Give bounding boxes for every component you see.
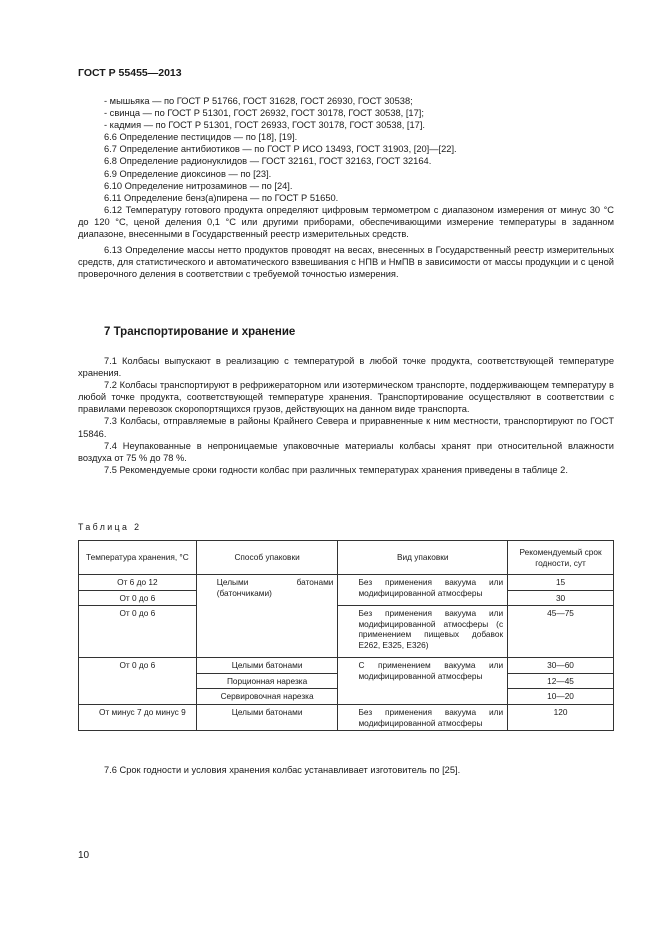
table-header-row — [79, 541, 614, 575]
table-cell: Целыми батонами — [196, 658, 338, 674]
table-header: Температура хранения, °С — [79, 541, 197, 575]
table-cell: 15 — [508, 575, 614, 591]
paragraph-6-12: 6.12 Температуру готового продукта определяют цифровым термометром с диапазоном измерения от минус 30 °С до 120 °С, ценой деления 0,1 °С или другими приборами, обеспечивающими измерение температуры в заданном диапазоне, внесенными в Государственный реестр измерительных средств. — [78, 204, 614, 240]
table-cell: 30 — [508, 590, 614, 606]
table-cell: 10—20 — [508, 689, 614, 705]
paragraph-6-7: 6.7 Определение антибиотиков — по ГОСТ Р ИСО 13493, ГОСТ 31903, [20]—[22]. — [104, 144, 457, 155]
table-cell: От 0 до 6 — [79, 590, 197, 606]
paragraph-6-9: 6.9 Определение диоксинов — по [23]. — [104, 168, 272, 179]
table-cell: Без применения вакуума или модифицированной атмосферы (с применением пищевых добавок Е262, Е325, Е326) — [338, 606, 508, 658]
storage-table — [78, 540, 614, 731]
paragraph-7-3: 7.3 Колбасы, отправляемые в районы Крайнего Севера и приравненные к ним местности, транспортируют по ГОСТ 15846. — [78, 416, 614, 439]
table-cell: Порционная нарезка — [196, 673, 338, 689]
table-cell: С применением вакуума или модифицированной атмосферы — [338, 658, 508, 705]
table-cell: 45—75 — [508, 606, 614, 658]
table-cell: Целыми батонами (батончиками) — [196, 575, 338, 658]
table-header: Способ упаковки — [196, 541, 338, 575]
table-cell: Сервировочная нарезка — [196, 689, 338, 705]
paragraph-7-4: 7.4 Неупакованные в непроницаемые упаковочные материалы колбасы хранят при относительной влажности воздуха от 75 % до 78 %. — [78, 440, 614, 463]
table-row — [79, 606, 614, 658]
table-cell: Без применения вакуума или модифицированной атмосферы — [338, 704, 508, 730]
table-header: Рекомендуемый срок годности, сут — [508, 541, 614, 575]
section-7-body — [78, 355, 614, 476]
document-header: ГОСТ Р 55455—2013 — [78, 67, 182, 79]
paragraph-6-6: 6.6 Определение пестицидов — по [18], [19]. — [104, 132, 298, 143]
table-cell: От минус 7 до минус 9 — [79, 704, 197, 730]
table-row — [79, 575, 614, 591]
table-cell: От 0 до 6 — [79, 606, 197, 658]
paragraph-6-13: 6.13 Определение массы нетто продуктов проводят на весах, внесенных в Государственный реестр измерительных средств, для статистического и автоматического взвешивания с НПВ и НмПВ в зависимости от массы продукции и с ценой проверочного деления в соответствии с требуемой точностью измерения. — [78, 245, 614, 280]
paragraph-6-11: 6.11 Определение бенз(а)пирена — по ГОСТ Р 51650. — [104, 192, 339, 203]
table-cell: 12—45 — [508, 673, 614, 689]
table-header: Вид упаковки — [338, 541, 508, 575]
page-number: 10 — [78, 850, 90, 861]
paragraph-7-1: 7.1 Колбасы выпускают в реализацию с температурой в любой точке продукта, соответствующей температуре хранения. — [78, 356, 614, 379]
paragraph-6-8: 6.8 Определение радионуклидов — ГОСТ 32161, ГОСТ 32163, ГОСТ 32164. — [104, 156, 432, 167]
closing-paragraph — [78, 764, 614, 776]
table-cell: Целыми батонами — [196, 704, 338, 730]
paragraph-7-6: 7.6 Срок годности и условия хранения колбас устанавливает изготовитель по [25]. — [104, 765, 461, 775]
table-caption: Таблица 2 — [78, 522, 142, 532]
table-cell: Без применения вакуума или модифицированной атмосферы — [338, 575, 508, 606]
list-item: - мышьяка — по ГОСТ Р 51766, ГОСТ 31628, ГОСТ 26930, ГОСТ 30538; — [104, 96, 413, 106]
table-cell: 30—60 — [508, 658, 614, 674]
list-item: - кадмия — по ГОСТ Р 51301, ГОСТ 26933, ГОСТ 30178, ГОСТ 30538, [17]. — [104, 120, 426, 131]
paragraph-6-10: 6.10 Определение нитрозаминов — по [24]. — [104, 180, 293, 191]
list-item: - свинца — по ГОСТ Р 51301, ГОСТ 26932, ГОСТ 30178, ГОСТ 30538, [17]; — [104, 108, 424, 119]
table-cell: От 0 до 6 — [79, 658, 197, 705]
section-title: 7 Транспортирование и хранение — [104, 326, 296, 338]
clause-6-continued — [78, 95, 614, 280]
table-row — [79, 658, 614, 674]
paragraph-7-5: 7.5 Рекомендуемые сроки годности колбас при различных температурах хранения приведены в таблице 2. — [104, 464, 568, 475]
table-cell: 120 — [508, 704, 614, 730]
table-cell: От 6 до 12 — [79, 575, 197, 591]
paragraph-7-2: 7.2 Колбасы транспортируют в рефрижераторном или изотермическом транспорте, поддерживающем температуру в любой точке продукта, соответствующей температуре хранения. Транспортирование осуществляют в соответствии с правилами перевозок скоропортящихся грузов, действующих на данном виде транспорта. — [78, 380, 614, 415]
table-row — [79, 704, 614, 730]
